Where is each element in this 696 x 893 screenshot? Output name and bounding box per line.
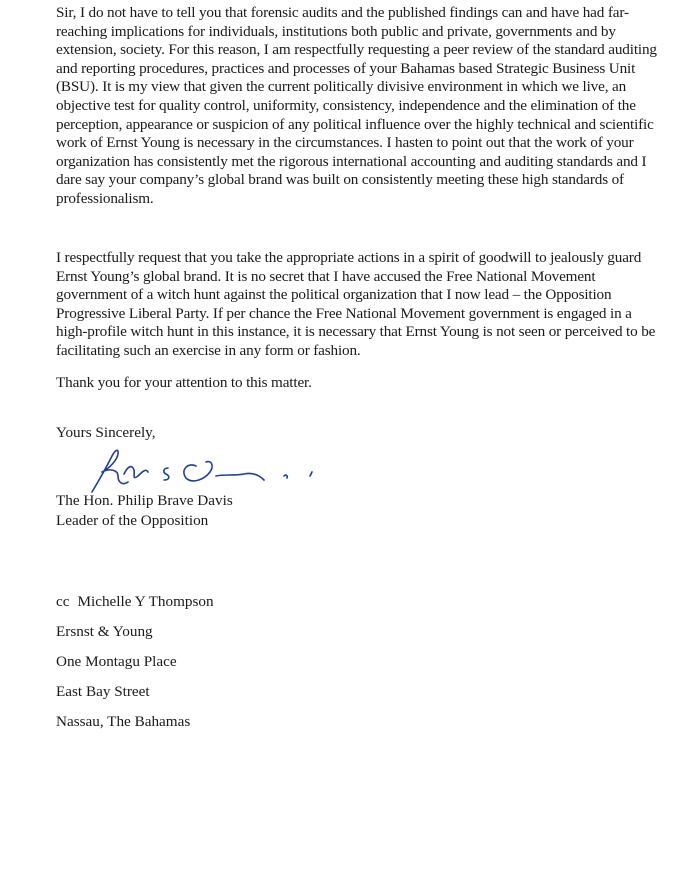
signer-name: The Hon. Philip Brave Davis bbox=[56, 492, 233, 509]
body-paragraph-2: I respectfully request that you take the appropriate actions in a spirit of goodwill to jealously guard Ernst Young’s global brand. It is no secret that I have accused the Free National Movement government of a witch hunt against the political organization that I now lead – the Opposition Progressive Liberal Party. If per chance the Free National Movement government is engaged in a high-profile witch hunt in this instance, it is necessary that Ernst Young is not seen or perceived to be facilitating such an exercise in any form or fashion. bbox=[56, 249, 656, 359]
body-paragraph-3: Thank you for your attention to this matter. bbox=[56, 374, 312, 391]
cc-prefix: cc bbox=[56, 593, 70, 610]
handwritten-signature bbox=[88, 446, 338, 496]
cc-line-1 bbox=[56, 593, 214, 623]
closing-salutation: Yours Sincerely, bbox=[56, 424, 156, 441]
body-paragraph-1: Sir, I do not have to tell you that forensic audits and the published findings can and have had far-reaching implications for individuals, institutions both public and private, governments and by extension, society. For this reason, I am respectfully requesting a peer review of the standard auditing and reporting procedures, practices and processes of your Bahamas based Strategic Business Unit (BSU). It is my view that given the current politically divisive environment in which we live, an objective test for quality control, uniformity, consistency, independence and the elimination of the perception, appearance or suspicion of any political influence over the highly technical and scientific work of Ernst Young is necessary in the circumstances. I hasten to point out that the work of your organization has consistently met the rigorous international accounting and auditing standards and I dare say your company’s global brand was built on consistently meeting these high standards of professionalism. bbox=[56, 4, 657, 207]
signer-block bbox=[56, 491, 233, 531]
cc-recipient: Michelle Y Thompson bbox=[77, 593, 214, 610]
cc-line-2: Ersnst & Young bbox=[56, 623, 153, 640]
cc-block bbox=[56, 593, 214, 743]
cc-line-4: East Bay Street bbox=[56, 683, 150, 700]
signer-title: Leader of the Opposition bbox=[56, 512, 209, 529]
cc-line-5: Nassau, The Bahamas bbox=[56, 713, 191, 730]
cc-line-3: One Montagu Place bbox=[56, 653, 177, 670]
